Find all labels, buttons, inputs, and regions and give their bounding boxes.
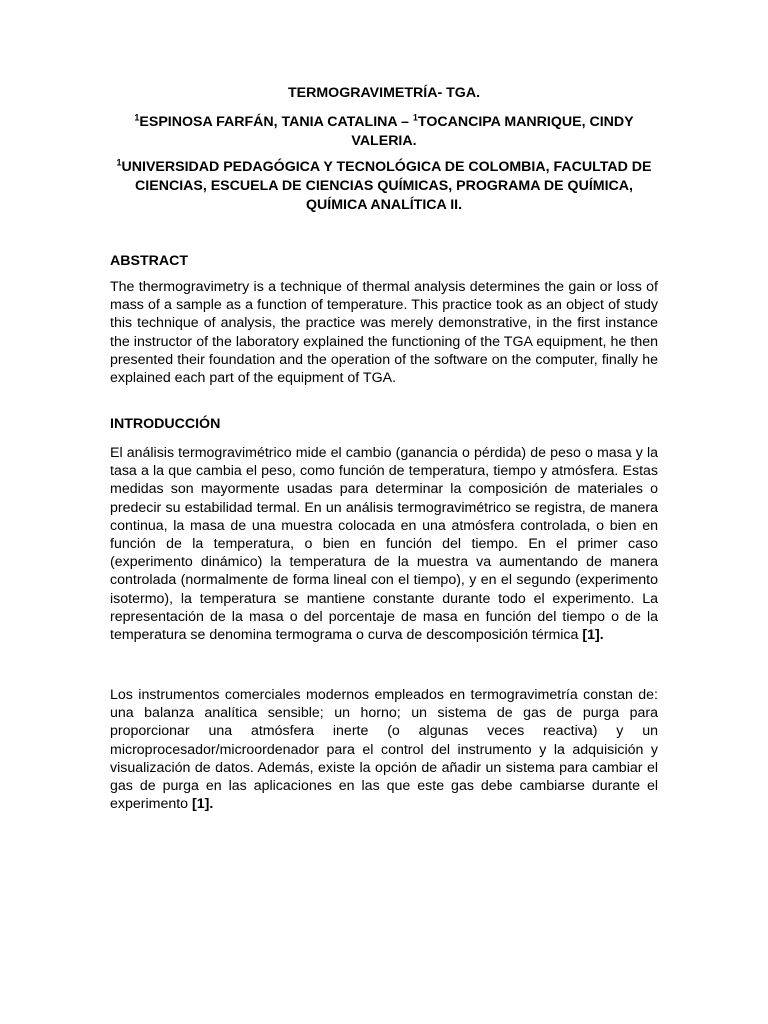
citation-reference: [1].: [582, 627, 604, 644]
introduction-paragraph-1-text: El análisis termogravimétrico mide el cambio (ganancia o pérdida) de peso o masa y la tasa a la que cambia el peso, como función de temperatura, tiempo y atmósfera. Estas medidas son mayormente usadas para determinar la composición de materiales o predecir su estabilidad termal. En un análisis termogravimétrico se registra, de manera continua, la masa de una muestra colocada en una atmósfera controlada, o bien en función de la temperatura, o bien en función del tiempo. En el primer caso (experimento dinámico) la temperatura de la muestra va aumentando de manera controlada (normalmente de forma lineal con el tiempo), y en el segundo (experimento isotermo), la temperatura se mantiene constante durante todo el experimento. La representación de la masa o del porcentaje de masa en función del tiempo o de la temperatura se denomina termograma o curva de descomposición térmica: [110, 445, 658, 644]
author1-name: ESPINOSA FARFÁN, TANIA CATALINA –: [139, 114, 413, 130]
author2-affiliation-mark: 1: [412, 112, 418, 123]
abstract-paragraph: The thermogravimetry is a technique of thermal analysis determines the gain or loss of mass of a sample as a function of temperature. This practice took as an object of study this technique of analysis, the practice was merely demonstrative, in the first instance the instructor of the laboratory explained the functioning of the TGA equipment, he then presented their foundation and the operation of the software on the computer, finally he explained each part of the equipment of TGA.: [110, 279, 658, 387]
document-title: TERMOGRAVIMETRÍA- TGA.: [287, 85, 481, 101]
authors-line: [110, 113, 658, 151]
introduction-heading: INTRODUCCIÓN: [110, 416, 221, 432]
author2-name: TOCANCIPA MANRIQUE, CINDY VALERIA.: [351, 114, 634, 149]
citation-reference: [1].: [192, 796, 214, 813]
abstract-heading: ABSTRACT: [110, 253, 189, 269]
introduction-paragraph-2-text: Los instrumentos comerciales modernos empleados en termogravimetría constan de: una balanza analítica sensible; un horno; un sistema de gas de purga para proporcionar una atmósfera inerte (o algunas veces reactiva) y un microprocesador/microordenador para el control del instrumento y la adquisición y visualización de datos. Además, existe la opción de añadir un sistema para cambiar el gas de purga en las aplicaciones en las que este gas debe cambiarse durante el experimento: [110, 687, 658, 813]
introduction-paragraph-1: [110, 444, 658, 644]
affiliation-mark: 1: [116, 157, 122, 168]
author1-affiliation-mark: 1: [134, 112, 140, 123]
introduction-paragraph-2: [110, 686, 658, 813]
affiliation-text: UNIVERSIDAD PEDAGÓGICA Y TECNOLÓGICA DE COLOMBIA, FACULTAD DE CIENCIAS, ESCUELA DE CIENCIAS QUÍMICAS, PROGRAMA DE QUÍMICA, QUÍMICA ANALÍTICA II.: [121, 159, 652, 213]
affiliation-block: [110, 158, 658, 215]
